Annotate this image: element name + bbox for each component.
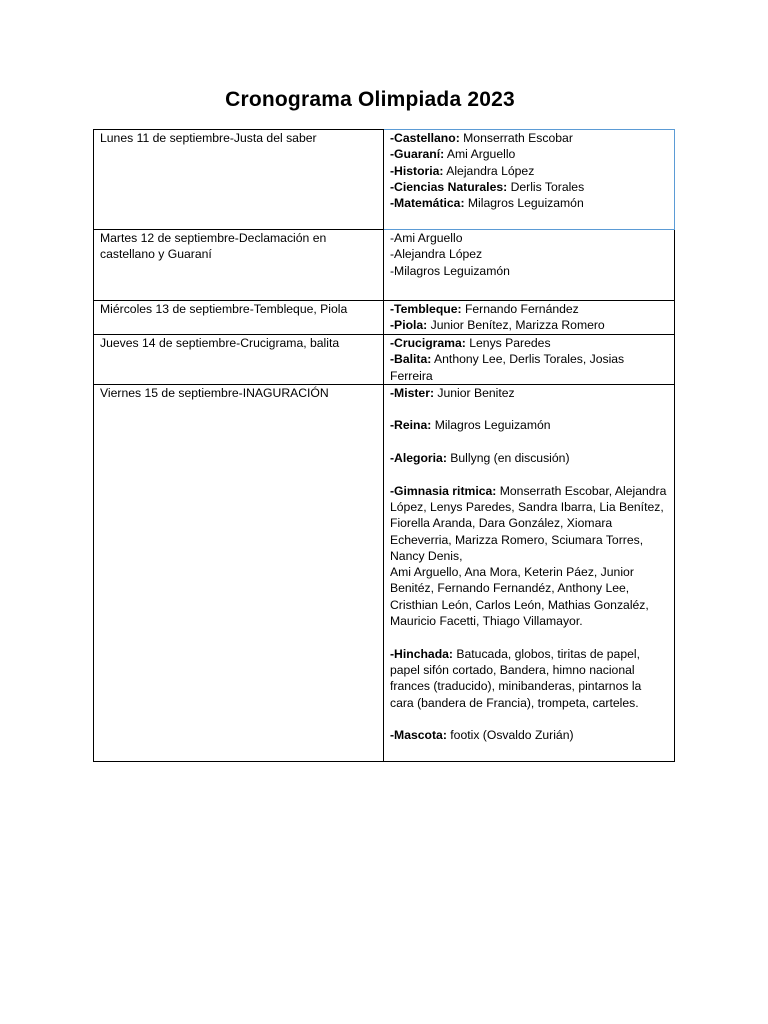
detail-cell [384, 335, 675, 385]
participant-text: Junior Benitez [434, 385, 515, 400]
detail-line [390, 195, 668, 211]
detail-line [390, 301, 668, 317]
detail-cell [384, 384, 675, 761]
participant-text: Milagros Leguizamón [431, 418, 551, 433]
detail-line [390, 130, 668, 146]
category-label: -Mascota: [390, 728, 447, 743]
day-cell: Miércoles 13 de septiembre-Tembleque, Piola [94, 301, 384, 335]
participant-text: Batucada, globos, tiritas de papel, papel sifón cortado, Bandera, himno nacional frances (traducido), minibanderas, pintarnos la cara (bandera de Francia), trompeta, carteles. [390, 646, 642, 710]
detail-paragraph [390, 727, 668, 743]
category-label: -Hinchada: [390, 646, 453, 661]
detail-paragraph [390, 450, 668, 466]
category-label: -Reina: [390, 418, 432, 433]
detail-paragraph [390, 417, 668, 433]
detail-line [390, 351, 668, 384]
table-row [94, 130, 675, 230]
category-label: -Mister: [390, 385, 435, 400]
category-label: -Guaraní: [390, 147, 445, 162]
day-cell: Martes 12 de septiembre-Declamación en castellano y Guaraní [94, 230, 384, 301]
participant-text: Monserrath Escobar, Alejandra López, Lenys Paredes, Sandra Ibarra, Lia Benítez, Fiorella Aranda, Dara González, Xiomara Echeverria, Marizza Romero, Sciumara Torres, Nancy Denis, [390, 483, 667, 563]
day-cell: Lunes 11 de septiembre-Justa del saber [94, 130, 384, 230]
participant-text: Anthony Lee, Derlis Torales, Josias Ferreira [390, 352, 625, 383]
participant-text: Ami Arguello [444, 147, 516, 162]
category-label: -Crucigrama: [390, 336, 466, 350]
table-row [94, 301, 675, 335]
detail-paragraph [390, 483, 668, 630]
category-label: -Matemática: [390, 196, 465, 211]
category-label: -Ciencias Naturales: [390, 179, 508, 194]
category-label: -Gimnasia ritmica: [390, 483, 497, 498]
participant-text-continued: Ami Arguello, Ana Mora, Keterin Páez, Junior Benitéz, Fernando Fernandéz, Anthony Lee, Cristhian León, Carlos León, Mathias Gonzaléz, Mauricio Facetti, Thiago Villamayor. [390, 565, 649, 629]
day-cell: Viernes 15 de septiembre-INAGURACIÓN [94, 384, 384, 761]
participant-text: Alejandra López [443, 163, 535, 178]
category-label: -Historia: [390, 163, 444, 178]
detail-paragraph [390, 646, 668, 711]
detail-cell [384, 301, 675, 335]
detail-line [390, 163, 668, 179]
detail-line [390, 317, 668, 333]
participant-text: -Milagros Leguizamón [390, 263, 510, 278]
category-label: -Tembleque: [390, 302, 462, 316]
schedule-table [93, 129, 675, 762]
participant-text: Derlis Torales [507, 179, 585, 194]
category-label: -Alegoria: [390, 451, 447, 466]
participant-text: footix (Osvaldo Zurián) [446, 728, 574, 743]
participant-text: Monserrath Escobar [459, 131, 573, 145]
participant-text: -Ami Arguello [390, 231, 463, 245]
participant-text: Bullyng (en discusión) [446, 451, 570, 466]
category-label: -Castellano: [390, 131, 460, 145]
participant-text: -Alejandra López [390, 247, 483, 262]
table-row [94, 230, 675, 301]
category-label: -Piola: [390, 318, 428, 333]
participant-text: Milagros Leguizamón [464, 196, 584, 211]
participant-text: Lenys Paredes [465, 336, 551, 350]
participant-text: Junior Benítez, Marizza Romero [427, 318, 605, 333]
day-cell: Jueves 14 de septiembre-Crucigrama, balita [94, 335, 384, 385]
participant-text: Fernando Fernández [461, 302, 579, 316]
detail-line [390, 146, 668, 162]
detail-cell [384, 230, 675, 301]
detail-line [390, 335, 668, 351]
detail-cell [384, 130, 675, 230]
category-label: -Balita: [390, 352, 432, 367]
detail-paragraph [390, 385, 668, 401]
table-row [94, 384, 675, 761]
detail-line [390, 179, 668, 195]
table-row [94, 335, 675, 385]
page-title: Cronograma Olimpiada 2023 [225, 88, 515, 111]
